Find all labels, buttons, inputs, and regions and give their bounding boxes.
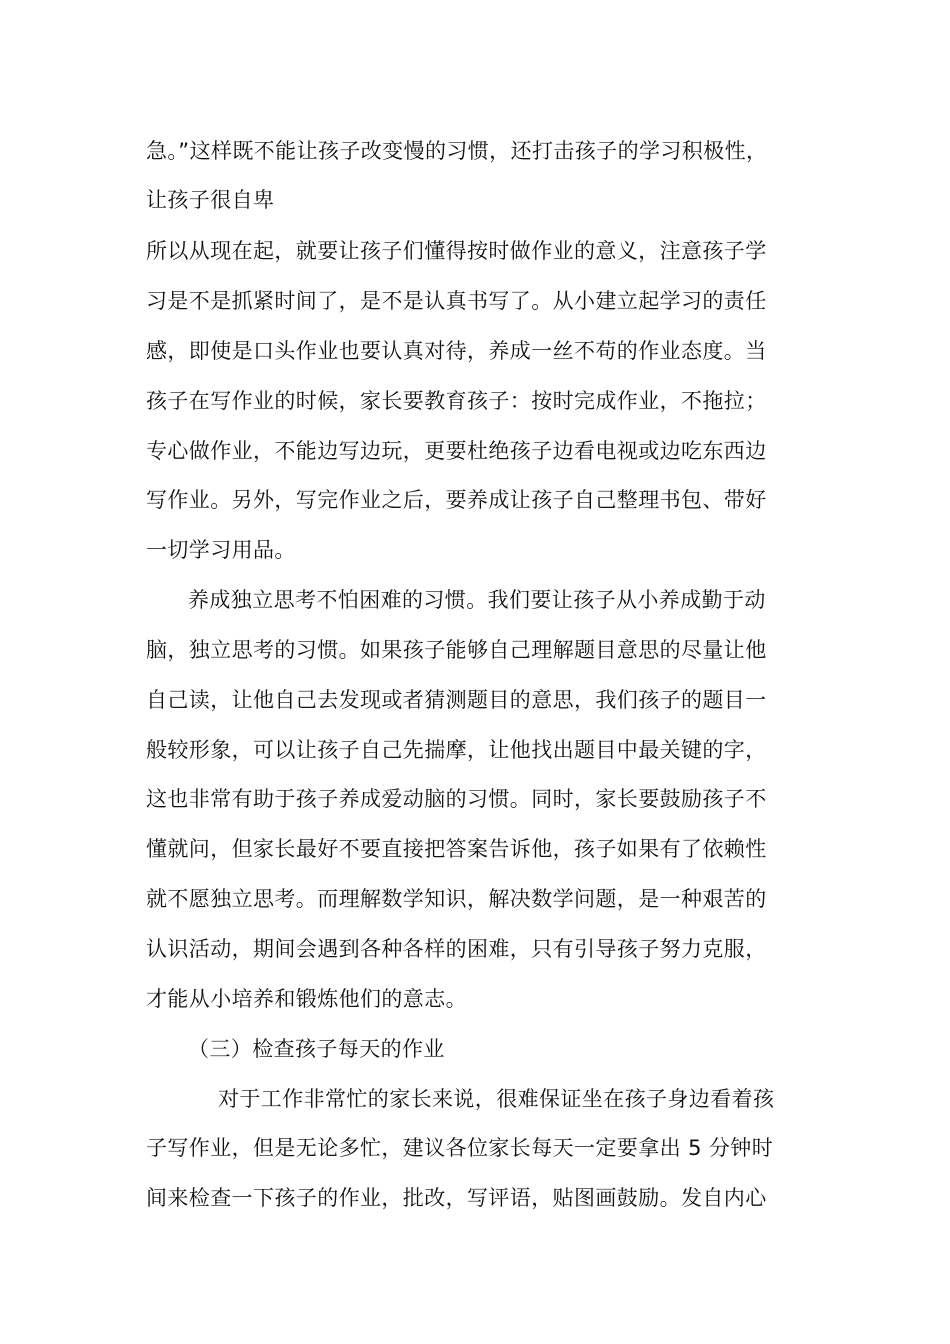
paragraph-first-line: 养成独立思考不怕困难的习惯。我们要让孩子从小养成勤于动 bbox=[188, 588, 766, 612]
text-line: 脑，独立思考的习惯。如果孩子能够自己理解题目意思的尽量让他 bbox=[146, 638, 767, 662]
text-line: 让孩子很自卑 bbox=[146, 188, 275, 212]
text-line: 子写作业，但是无论多忙，建议各位家长每天一定要拿出 5 分钟时 bbox=[146, 1136, 774, 1160]
section-heading: （三）检查孩子每天的作业 bbox=[188, 1037, 445, 1061]
text-line: 般较形象，可以让孩子自己先揣摩，让他找出题目中最关键的字， bbox=[146, 738, 767, 762]
text-line: 懂就问，但家长最好不要直接把答案告诉他，孩子如果有了依赖性 bbox=[146, 837, 767, 861]
text-line: 专心做作业，不能边写边玩，更要杜绝孩子边看电视或边吃东西边 bbox=[146, 439, 767, 463]
text-line: 认识活动，期间会遇到各种各样的困难，只有引导孩子努力克服， bbox=[146, 937, 767, 961]
text-line: 一切学习用品。 bbox=[146, 538, 296, 562]
text-line: 才能从小培养和锻炼他们的意志。 bbox=[146, 987, 467, 1011]
text-line: 就不愿独立思考。而理解数学知识，解决数学问题，是一种艰苦的 bbox=[146, 887, 767, 911]
text-line: 这也非常有助于孩子养成爱动脑的习惯。同时，家长要鼓励孩子不 bbox=[146, 787, 767, 811]
text-line: 所以从现在起，就要让孩子们懂得按时做作业的意义，注意孩子学 bbox=[146, 239, 767, 263]
text-line: 习是不是抓紧时间了，是不是认真书写了。从小建立起学习的责任 bbox=[146, 289, 767, 313]
text-line: 自己读，让他自己去发现或者猜测题目的意思，我们孩子的题目一 bbox=[146, 688, 767, 712]
paragraph-first-line: 对于工作非常忙的家长来说，很难保证坐在孩子身边看着孩 bbox=[218, 1087, 775, 1111]
text-line: 间来检查一下孩子的作业，批改，写评语，贴图画鼓励。发自内心 bbox=[146, 1186, 767, 1210]
text-line: 写作业。另外，写完作业之后，要养成让孩子自己整理书包、带好 bbox=[146, 488, 767, 512]
text-line: 急。”这样既不能让孩子改变慢的习惯，还打击孩子的学习积极性， bbox=[146, 139, 768, 163]
text-line: 感，即使是口头作业也要认真对待，养成一丝不苟的作业态度。当 bbox=[146, 339, 767, 363]
text-line: 孩子在写作业的时候，家长要教育孩子：按时完成作业，不拖拉； bbox=[146, 389, 767, 413]
